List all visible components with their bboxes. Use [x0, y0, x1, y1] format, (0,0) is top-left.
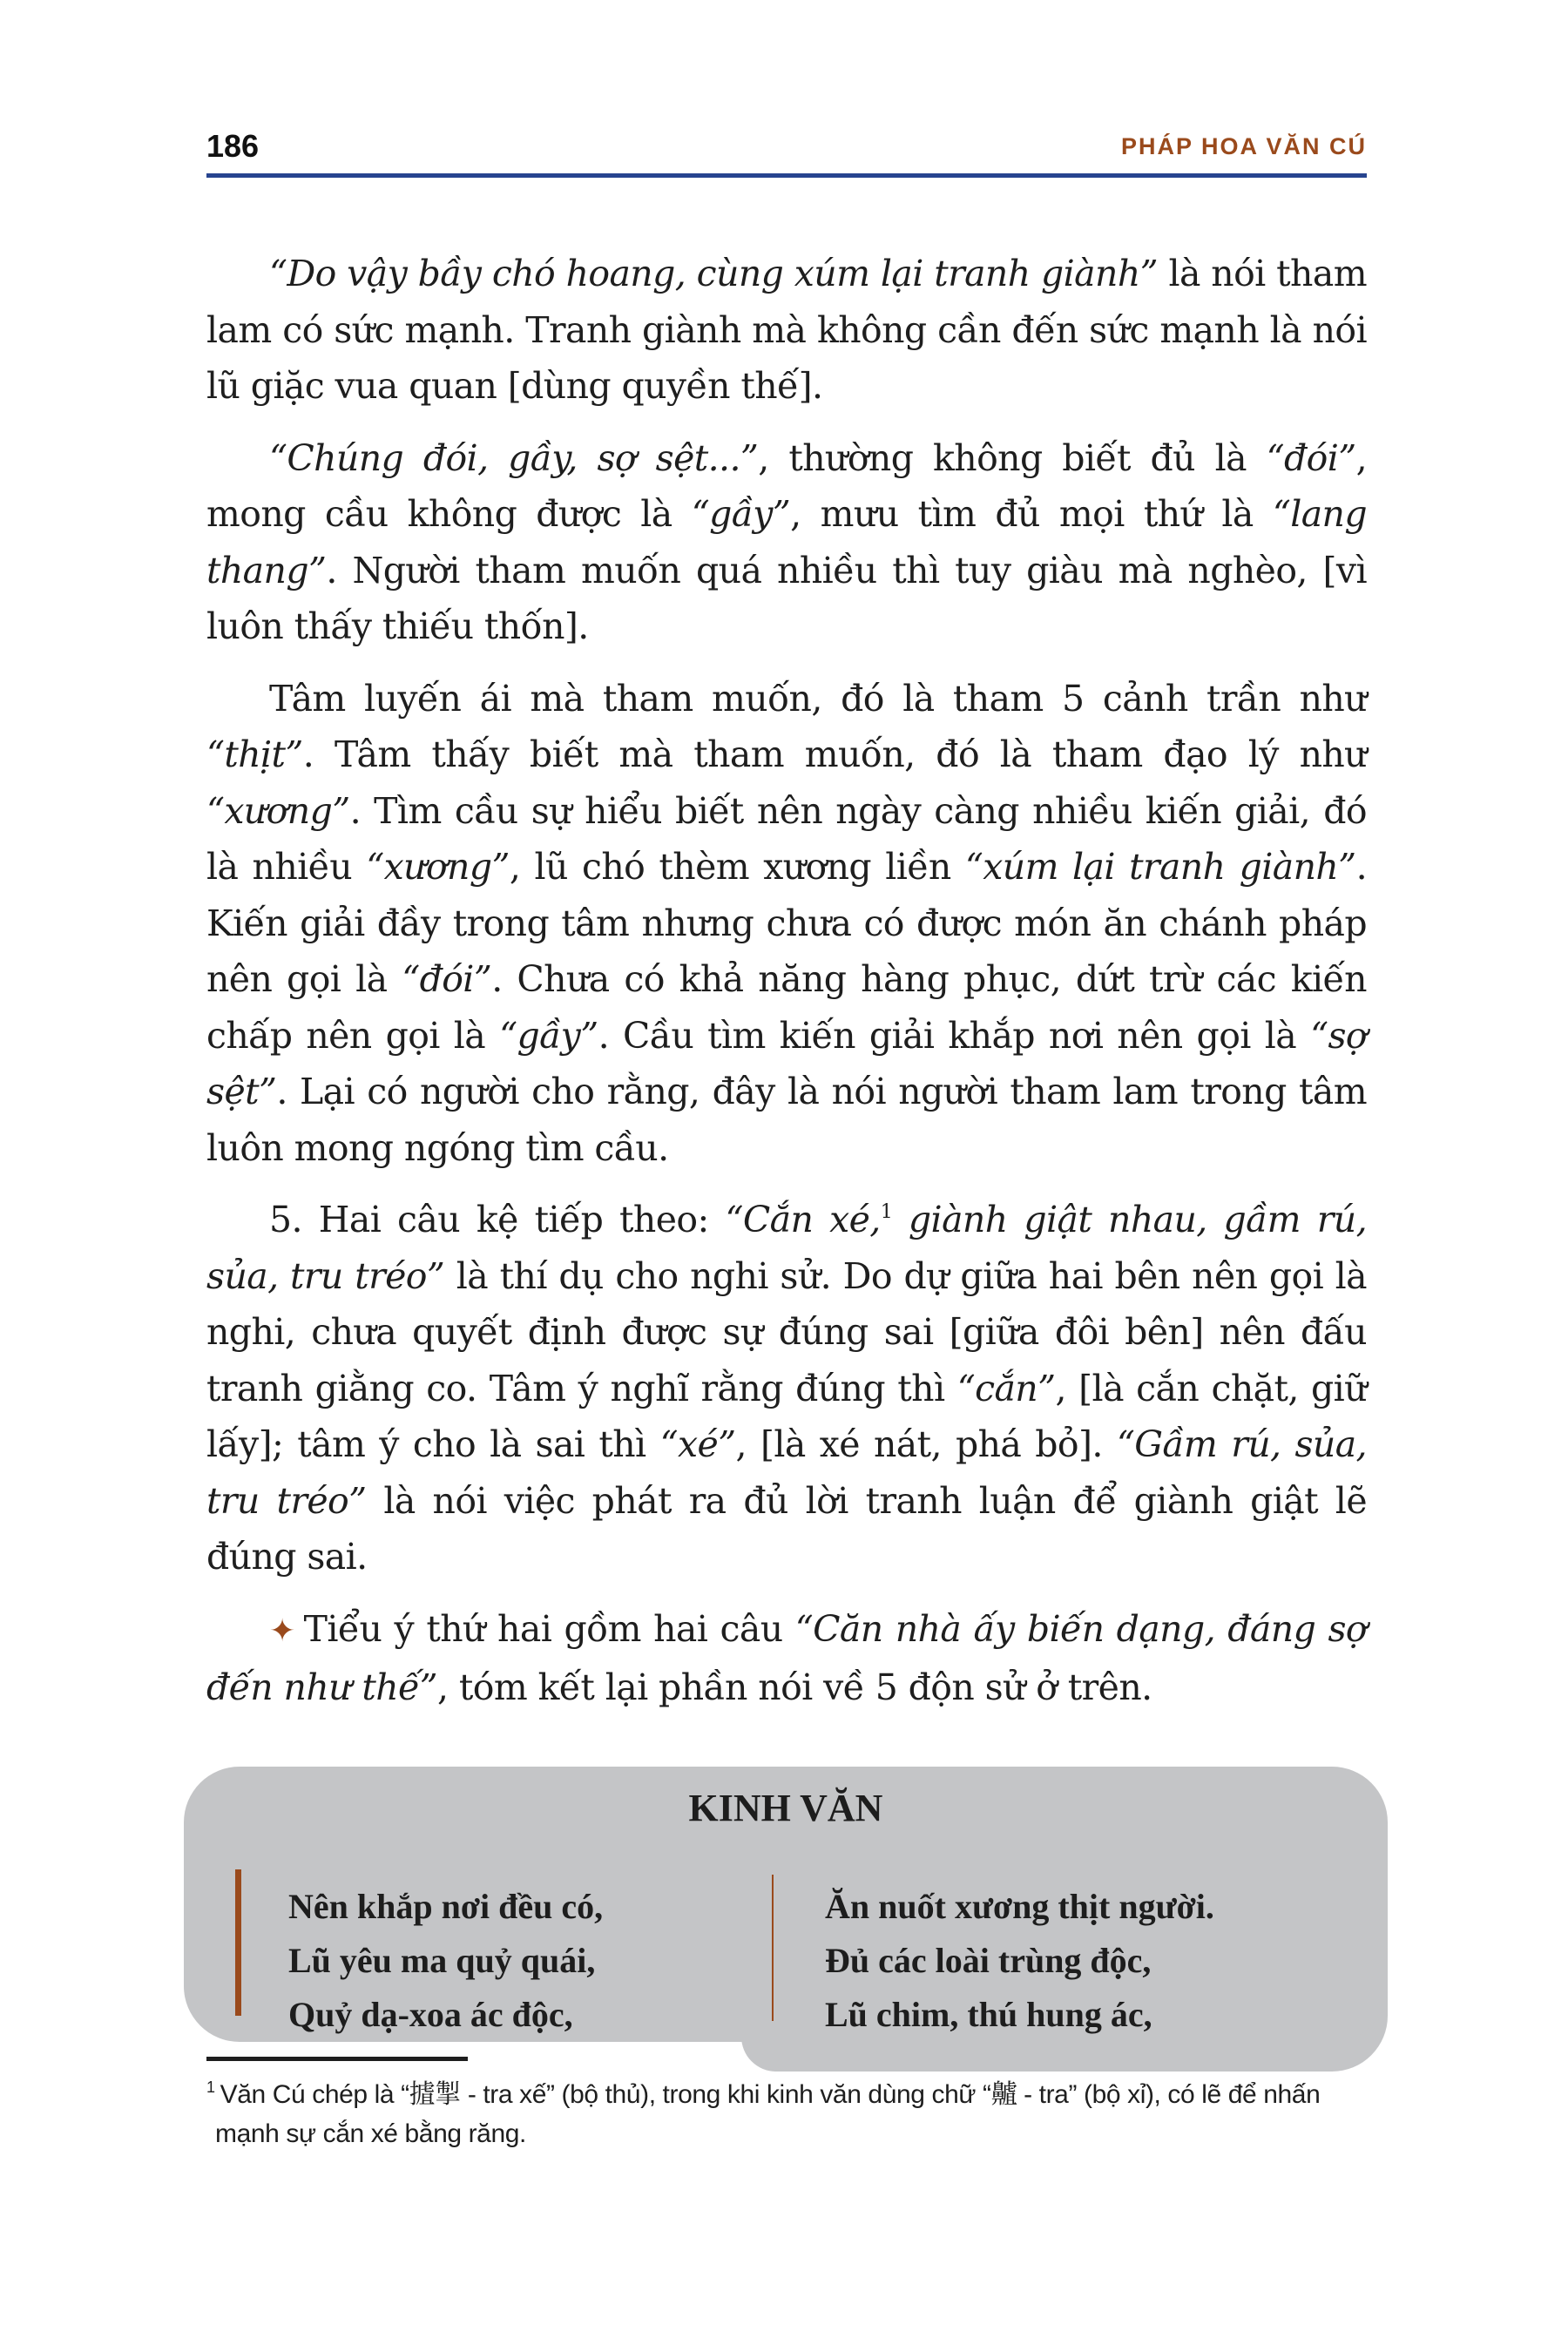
- quoted-text: “Căn nhà ấy biến dạng, đáng sợ đến như thế”: [206, 1607, 1367, 1708]
- verse-line: Quỷ dạ-xoa ác độc,: [288, 1995, 573, 2034]
- text-run: . Chưa có khả năng hàng phục, dứt trừ các kiến chấp nên gọi là: [206, 958, 1367, 1057]
- footnote-rule: [206, 2057, 468, 2061]
- quoted-text: “gầy”: [499, 1014, 598, 1057]
- quoted-text: “Gầm rú, sủa, tru tréo”: [206, 1423, 1367, 1522]
- header-rule: [206, 173, 1367, 178]
- quoted-text: “thịt”: [206, 733, 303, 775]
- verse-line: Đủ các loài trùng độc,: [825, 1941, 1152, 1980]
- text-run: . Cầu tìm kiến giải khắp nơi nên gọi là: [598, 1014, 1311, 1057]
- text-run: , mưu tìm đủ mọi thứ là: [790, 493, 1273, 535]
- text-run: , [là cắn chặt, giữ lấy]; tâm ý cho là sai thì: [206, 1367, 1368, 1465]
- verse-accent-bar-left: [235, 1869, 241, 2016]
- text-run: . Lại có người cho rằng, đây là nói người tham lam trong tâm luôn mong ngóng tìm cầu.: [206, 1071, 1367, 1169]
- text-run: , mong cầu không được là: [206, 436, 1368, 535]
- text-run: 5. Hai câu kệ tiếp theo:: [269, 1199, 726, 1240]
- body-text: [206, 246, 1367, 1716]
- quoted-text: “xúm lại tranh giành”: [964, 846, 1356, 888]
- footnote-text: Văn Cú chép là “摣掣 - tra xế” (bộ thủ), trong khi kinh văn dùng chữ “齇 - tra” (bộ xỉ), có lẽ để nhấn mạnh sự cắn xé bằng răng.: [215, 2080, 1321, 2148]
- quoted-text: “cắn”: [956, 1367, 1056, 1409]
- footnote-marker: 1: [206, 2078, 215, 2096]
- verse-column-left: [288, 1880, 603, 2042]
- quoted-text: giành giật nhau, gầm rú, sủa, tru tréo”: [206, 1199, 1368, 1297]
- verse-column-right: [825, 1880, 1214, 2042]
- text-run: , thường không biết đủ là: [758, 436, 1267, 479]
- text-run: , lũ chó thèm xương liền: [509, 846, 965, 888]
- page-header: [206, 127, 1367, 179]
- paragraph: [206, 430, 1367, 655]
- paragraph: [206, 246, 1367, 415]
- paragraph-bullet: [206, 1601, 1367, 1716]
- paragraph: [206, 1192, 1367, 1585]
- text-run: là nói tham lam có sức mạnh. Tranh giành mà không cần đến sức mạnh là nói lũ giặc vua quan [dùng quyền thế].: [206, 253, 1367, 407]
- quoted-text: “Cắn xé,: [725, 1199, 881, 1240]
- scripture-box: [184, 1767, 1388, 2045]
- running-title: PHÁP HOA VĂN CÚ: [1120, 133, 1367, 159]
- quoted-text: “đói”: [1266, 436, 1356, 479]
- quoted-text: “lang thang”: [206, 493, 1367, 591]
- verse-line: Lũ yêu ma quỷ quái,: [288, 1941, 596, 1980]
- text-run: . Tìm cầu sự hiểu biết nên ngày càng nhiều kiến giải, đó là nhiều: [206, 789, 1367, 888]
- quoted-text: “đói”: [402, 958, 492, 1000]
- text-run: , [là xé nát, phá bỏ].: [735, 1423, 1117, 1465]
- verse-line: Lũ chim, thú hung ác,: [825, 1995, 1152, 2034]
- text-run: . Người tham muốn quá nhiều thì tuy giàu mà nghèo, [vì luôn thấy thiếu thốn].: [206, 549, 1367, 647]
- text-run: Tiểu ý thứ hai gồm hai câu: [303, 1607, 795, 1650]
- page-number: 186: [206, 128, 260, 164]
- footnote: [206, 2075, 1375, 2153]
- text-run: là thí dụ cho nghi sử. Do dự giữa hai bên nên gọi là nghi, chưa quyết định được sự đúng sai [giữa đôi bên] nên đấu tranh giằng co. Tâm ý nghĩ rằng đúng thì: [206, 1254, 1367, 1409]
- quoted-text: “xương”: [206, 789, 350, 832]
- footnote-reference: 1: [880, 1201, 893, 1223]
- quoted-text: “gầy”: [691, 493, 791, 535]
- text-run: Tâm luyến ái mà tham muốn, đó là tham 5 cảnh trần như: [269, 677, 1367, 720]
- text-run: , tóm kết lại phần nói về 5 độn sử ở trên.: [437, 1666, 1152, 1708]
- four-point-star-icon: ✦: [269, 1612, 295, 1649]
- quoted-text: “Chúng đói, gầy, sợ sệt...”: [269, 436, 759, 479]
- quoted-text: “xương”: [366, 846, 510, 888]
- quoted-text: “xé”: [659, 1423, 736, 1465]
- text-run: . Tâm thấy biết mà tham muốn, đó là tham đạo lý như: [302, 733, 1367, 775]
- quoted-text: “sợ sệt”: [206, 1014, 1368, 1112]
- verse-divider-right: [772, 1875, 774, 2021]
- text-run: là nói việc phát ra đủ lời tranh luận để giành giật lẽ đúng sai.: [206, 1479, 1367, 1578]
- verse-line: Ăn nuốt xương thịt người.: [825, 1887, 1214, 1926]
- quoted-text: “Do vậy bầy chó hoang, cùng xúm lại tranh giành”: [269, 253, 1158, 294]
- paragraph: [206, 671, 1367, 1177]
- verse-line: Nên khắp nơi đều có,: [288, 1887, 604, 1926]
- text-run: . Kiến giải đầy trong tâm nhưng chưa có được món ăn chánh pháp nên gọi là: [206, 846, 1367, 1000]
- scripture-box-title: KINH VĂN: [688, 1787, 883, 1829]
